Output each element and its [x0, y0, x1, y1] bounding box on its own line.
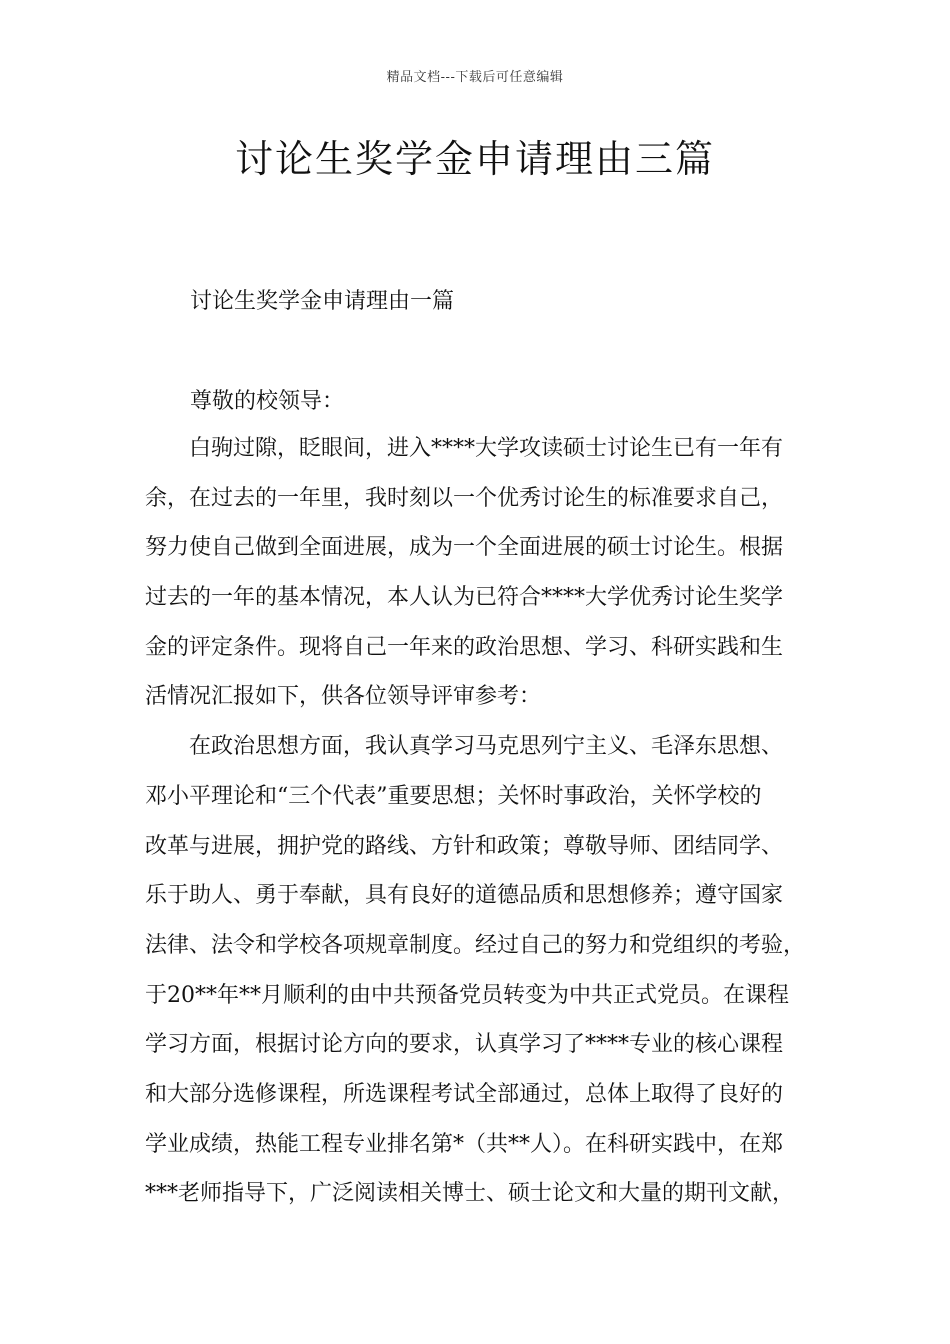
body-text — [145, 428, 825, 1223]
section-title: 讨论生奖学金申请理由一篇 — [190, 289, 455, 314]
text-line: ***老师指导下，广泛阅读相关博士、硕士论文和大量的期刊文献， — [145, 1181, 795, 1207]
text-line: 活情况汇报如下，供各位领导评审参考： — [145, 684, 542, 710]
text-line: 在政治思想方面，我认真学习马克思列宁主义、毛泽东思想、 — [145, 734, 784, 760]
text-line: 法律、法令和学校各项规章制度。经过自己的努力和党组织的考验， — [145, 932, 806, 958]
text-line: 努力使自己做到全面进展，成为一个全面进展的硕士讨论生。根据 — [145, 535, 784, 561]
text-line: 改革与进展，拥护党的路线、方针和政策；尊敬导师、团结同学、 — [145, 833, 784, 859]
text-line: 余，在过去的一年里，我时刻以一个优秀讨论生的标准要求自己， — [145, 485, 784, 511]
greeting: 尊敬的校领导： — [190, 389, 345, 414]
text-line: 乐于助人、勇于奉献，具有良好的道德品质和思想修养；遵守国家 — [145, 883, 784, 909]
text-line: 金的评定条件。现将自己一年来的政治思想、学习、科研实践和生 — [145, 634, 784, 660]
text-line: 邓小平理论和“三个代表”重要思想；关怀时事政治，关怀学校的 — [145, 783, 762, 809]
text-line: 于20**年**月顺利的由中共预备党员转变为中共正式党员。在课程 — [145, 982, 789, 1008]
text-line: 过去的一年的基本情况，本人认为已符合****大学优秀讨论生奖学 — [145, 585, 784, 611]
text-line: 学习方面，根据讨论方向的要求，认真学习了****专业的核心课程 — [145, 1032, 784, 1058]
text-line: 和大部分选修课程，所选课程考试全部通过，总体上取得了良好的 — [145, 1081, 784, 1107]
text-line: 白驹过隙，眨眼间，进入****大学攻读硕士讨论生已有一年有 — [145, 436, 784, 461]
header-note: 精品文档---下载后可任意编辑 — [386, 70, 564, 85]
document-title: 讨论生奖学金申请理由三篇 — [234, 137, 715, 181]
text-line: 学业成绩，热能工程专业排名第*（共**人）。在科研实践中，在郑 — [145, 1131, 784, 1157]
